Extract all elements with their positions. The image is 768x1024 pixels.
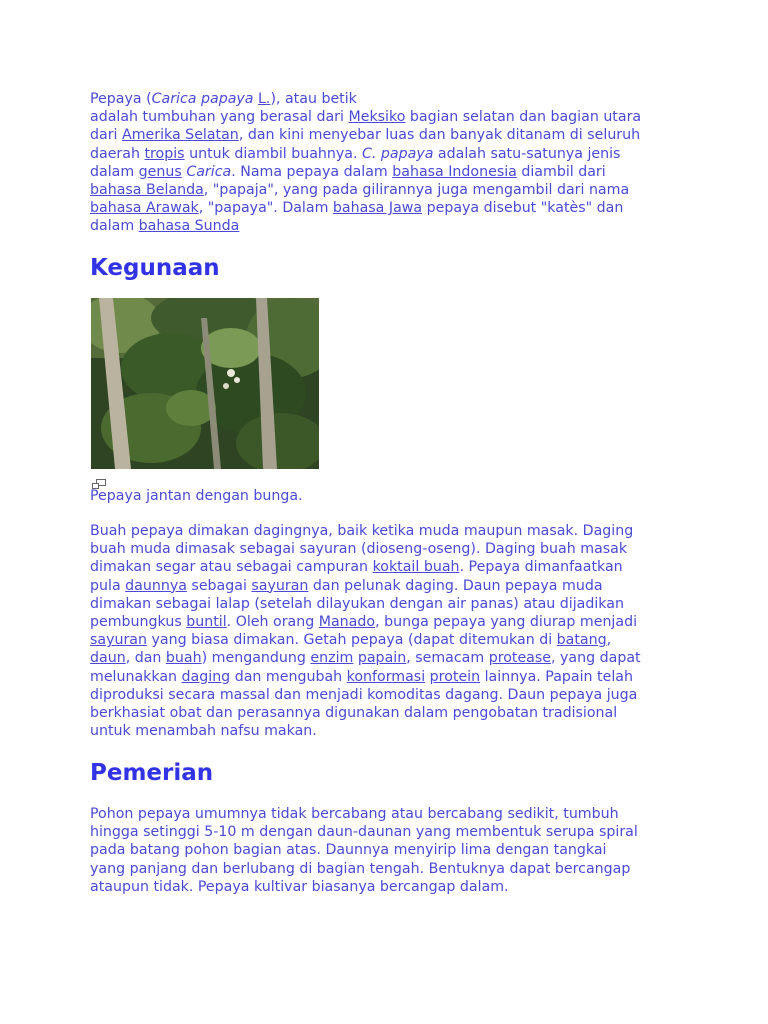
link-daun[interactable]: daun [90,650,126,667]
kegunaan-line [90,649,690,667]
text: dan mengubah [230,668,347,685]
text: bagian selatan dan bagian utara [405,109,642,126]
text: dimakan segar atau sebagai campuran [90,559,373,576]
section-heading-kegunaan: Kegunaan [90,255,220,281]
text: pula [90,577,126,594]
link-daunnya[interactable]: daunnya [125,577,187,594]
link-bahasa-sunda[interactable]: bahasa Sunda [138,218,240,235]
kegunaan-line: diproduksi secara massal dan menjadi komoditas dagang. Daun pepaya juga [90,686,638,703]
link-bahasa-arawak[interactable]: bahasa Arawak [90,200,199,217]
text: untuk diambil buahnya. [184,145,362,162]
text: , bunga pepaya yang diurap menjadi [375,614,638,631]
text: . Oleh orang [226,614,319,631]
section-heading-pemerian: Pemerian [90,760,214,786]
link-papain[interactable]: papain [357,650,407,667]
text: adalah satu-satunya jenis [433,145,621,162]
enlarge-icon[interactable] [92,475,106,486]
intro-line-3 [90,126,690,144]
link-amerika-selatan[interactable]: Amerika Selatan [121,127,239,144]
intro-line-2 [90,108,690,126]
link-protease[interactable]: protease [488,650,551,667]
intro-paragraph [90,90,690,236]
text: dan pelunak daging. Daun pepaya muda [308,577,603,594]
link-koktail-buah[interactable]: koktail buah [372,559,460,576]
text: diambil dari [516,163,606,180]
kegunaan-line: buah muda dimasak sebagai sayuran (dioseng-oseng). Daging buah masak [90,541,628,558]
pemerian-paragraph [90,805,690,896]
link-bahasa-jawa[interactable]: bahasa Jawa [332,200,423,217]
intro-line-4 [90,145,690,163]
text: dalam [90,218,139,235]
text: yang biasa dimakan. Getah pepaya (dapat ditemukan di [147,632,557,649]
intro-line-6 [90,181,690,199]
link-konformasi[interactable]: konformasi [346,668,426,685]
kegunaan-line [90,668,690,686]
text: pembungkus [90,614,187,631]
kegunaan-paragraph [90,522,690,740]
text: pepaya disebut "katès" dan [422,200,624,217]
text: . Pepaya dimanfaatkan [459,559,623,576]
link-bahasa-belanda[interactable]: bahasa Belanda [90,182,204,199]
text: , yang dapat [551,650,641,667]
genus-name: Carica [186,163,232,180]
link-linnaeus[interactable]: L. [258,91,271,107]
kegunaan-line: untuk menambah nafsu makan. [90,723,317,740]
species-abbrev: C. papaya [362,145,434,162]
text: , "papaya". Dalam [198,200,333,217]
kegunaan-line: berkhasiat obat dan perasannya digunakan dalam pengobatan tradisional [90,705,618,722]
kegunaan-line [90,558,690,576]
intro-line-7 [90,199,690,217]
intro-line-1 [90,90,690,108]
text: , dan [125,650,166,667]
text: sebagai [186,577,252,594]
kegunaan-line: Buah pepaya dimakan dagingnya, baik ketika muda maupun masak. Daging [90,523,634,539]
link-bahasa-indonesia[interactable]: bahasa Indonesia [392,163,517,180]
link-sayuran[interactable]: sayuran [90,632,147,649]
pemerian-line: ataupun tidak. Pepaya kultivar biasanya bercangap dalam. [90,878,509,895]
text: adalah tumbuhan yang berasal dari [90,109,349,126]
link-batang[interactable]: batang [556,632,607,649]
link-buah[interactable]: buah [165,650,202,667]
link-meksiko[interactable]: Meksiko [348,109,406,126]
kegunaan-line: dimakan sebagai lalap (setelah dilayukan dengan air panas) atau dijadikan [90,595,624,612]
text: dari [90,127,122,144]
papaya-tree-photo[interactable] [91,298,319,469]
pemerian-line: yang panjang dan berlubang di bagian tengah. Bentuknya dapat bercangap [90,860,631,877]
link-protein[interactable]: protein [429,668,481,685]
species-name: Carica papaya [151,91,254,107]
pemerian-line: Pohon pepaya umumnya tidak bercabang atau bercabang sedikit, tumbuh [90,806,619,822]
text: , semacam [406,650,489,667]
photo-caption: Pepaya jantan dengan bunga. [90,488,303,504]
text: , "papaja", yang pada gilirannya juga mengambil dari nama [203,182,630,199]
text: Pepaya ( [90,91,152,107]
text: , dan kini menyebar luas dan banyak ditanam di seluruh [238,127,641,144]
link-buntil[interactable]: buntil [186,614,227,631]
text: daerah [90,145,145,162]
intro-line-8 [90,217,690,235]
text: dalam [90,163,139,180]
link-tropis[interactable]: tropis [144,145,185,162]
pemerian-line: hingga setinggi 5-10 m dengan daun-daunan yang membentuk serupa spiral [90,824,638,841]
text: ) mengandung [201,650,311,667]
text: melunakkan [90,668,182,685]
link-sayuran[interactable]: sayuran [251,577,309,594]
link-genus[interactable]: genus [138,163,182,180]
intro-line-5 [90,163,690,181]
kegunaan-line [90,613,690,631]
kegunaan-line [90,631,690,649]
kegunaan-line [90,577,690,595]
text: ), atau betik [270,91,357,107]
pemerian-line: pada batang pohon bagian atas. Daunnya menyirip lima dengan tangkai [90,842,607,859]
link-enzim[interactable]: enzim [310,650,354,667]
link-daging[interactable]: daging [181,668,231,685]
link-manado[interactable]: Manado [318,614,376,631]
text: , [606,632,612,649]
text: lainnya. Papain telah [480,668,633,685]
text: . Nama pepaya dalam [231,163,393,180]
